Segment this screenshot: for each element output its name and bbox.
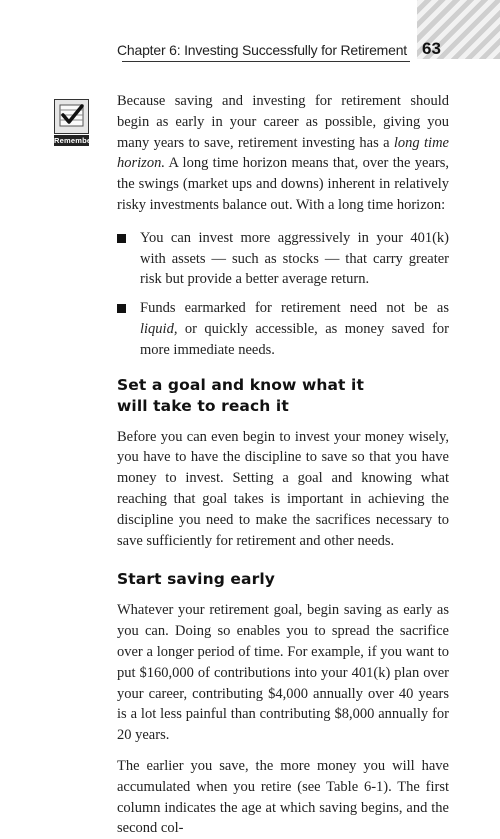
intro-italic-term: long time horizon. <box>117 134 449 172</box>
list-item <box>117 298 449 360</box>
checklist-icon <box>54 99 89 134</box>
bullet-text: Funds earmarked for retirement need not be as <box>140 300 449 317</box>
body-paragraph: Before you can even begin to invest your money wisely, you have to have the discipline to save so that you have money to invest. Setting a goal and knowing what reaching that goal takes is important in achieving the discipline you need to make the sacrifices necessary to save sufficiently for retirement and other needs. <box>117 428 449 549</box>
list-item <box>117 228 449 290</box>
intro-text-1: Because saving and investing for retirement should begin as early in your career as possible, giving you many years to save, retirement investing has a <box>117 93 449 151</box>
section-heading <box>117 375 449 417</box>
page-number: 63 <box>422 39 441 58</box>
header-rule <box>122 61 410 62</box>
bullet-square-icon <box>117 234 126 243</box>
intro-text-2: A long time horizon means that, over the years, the swings (market ups and downs) inherent in relatively risky investments balance out. With a long time horizon: <box>117 155 449 213</box>
section-heading-line: will take to reach it <box>117 396 289 415</box>
remember-icon <box>54 99 95 149</box>
bullet-italic-term: liquid, <box>140 320 178 337</box>
intro-paragraph <box>117 91 449 216</box>
page-content <box>117 91 449 839</box>
remember-label: Remember <box>54 136 95 145</box>
checkmark-icon <box>55 100 88 133</box>
section-heading: Start saving early <box>117 570 275 589</box>
section-heading-line: Set a goal and know what it <box>117 375 364 394</box>
body-paragraph: The earlier you save, the more money you will have accumulated when you retire (see Table 6-1). The first column indicates the age at which saving begins, and the second col- <box>117 757 449 837</box>
bullet-text: or quickly accessible, as money saved for more immediate needs. <box>140 320 449 358</box>
bullet-list <box>117 228 449 361</box>
bullet-square-icon <box>117 304 126 313</box>
bullet-text: You can invest more aggressively in your 401(k) with assets — such as stocks — that carry greater risk but provide a better average return. <box>140 229 449 288</box>
chapter-title: Chapter 6: Investing Successfully for Retirement <box>117 42 407 58</box>
body-paragraph: Whatever your retirement goal, begin saving as early as you can. Doing so enables you to spread the sacrifice over a longer period of time. For example, if you want to put $160,000 of contributions into your 401(k) plan over your career, contributing $4,000 annually over 40 years is a lot less painful than contributing $8,000 annually for 20 years. <box>117 602 449 744</box>
page-header <box>0 40 500 62</box>
